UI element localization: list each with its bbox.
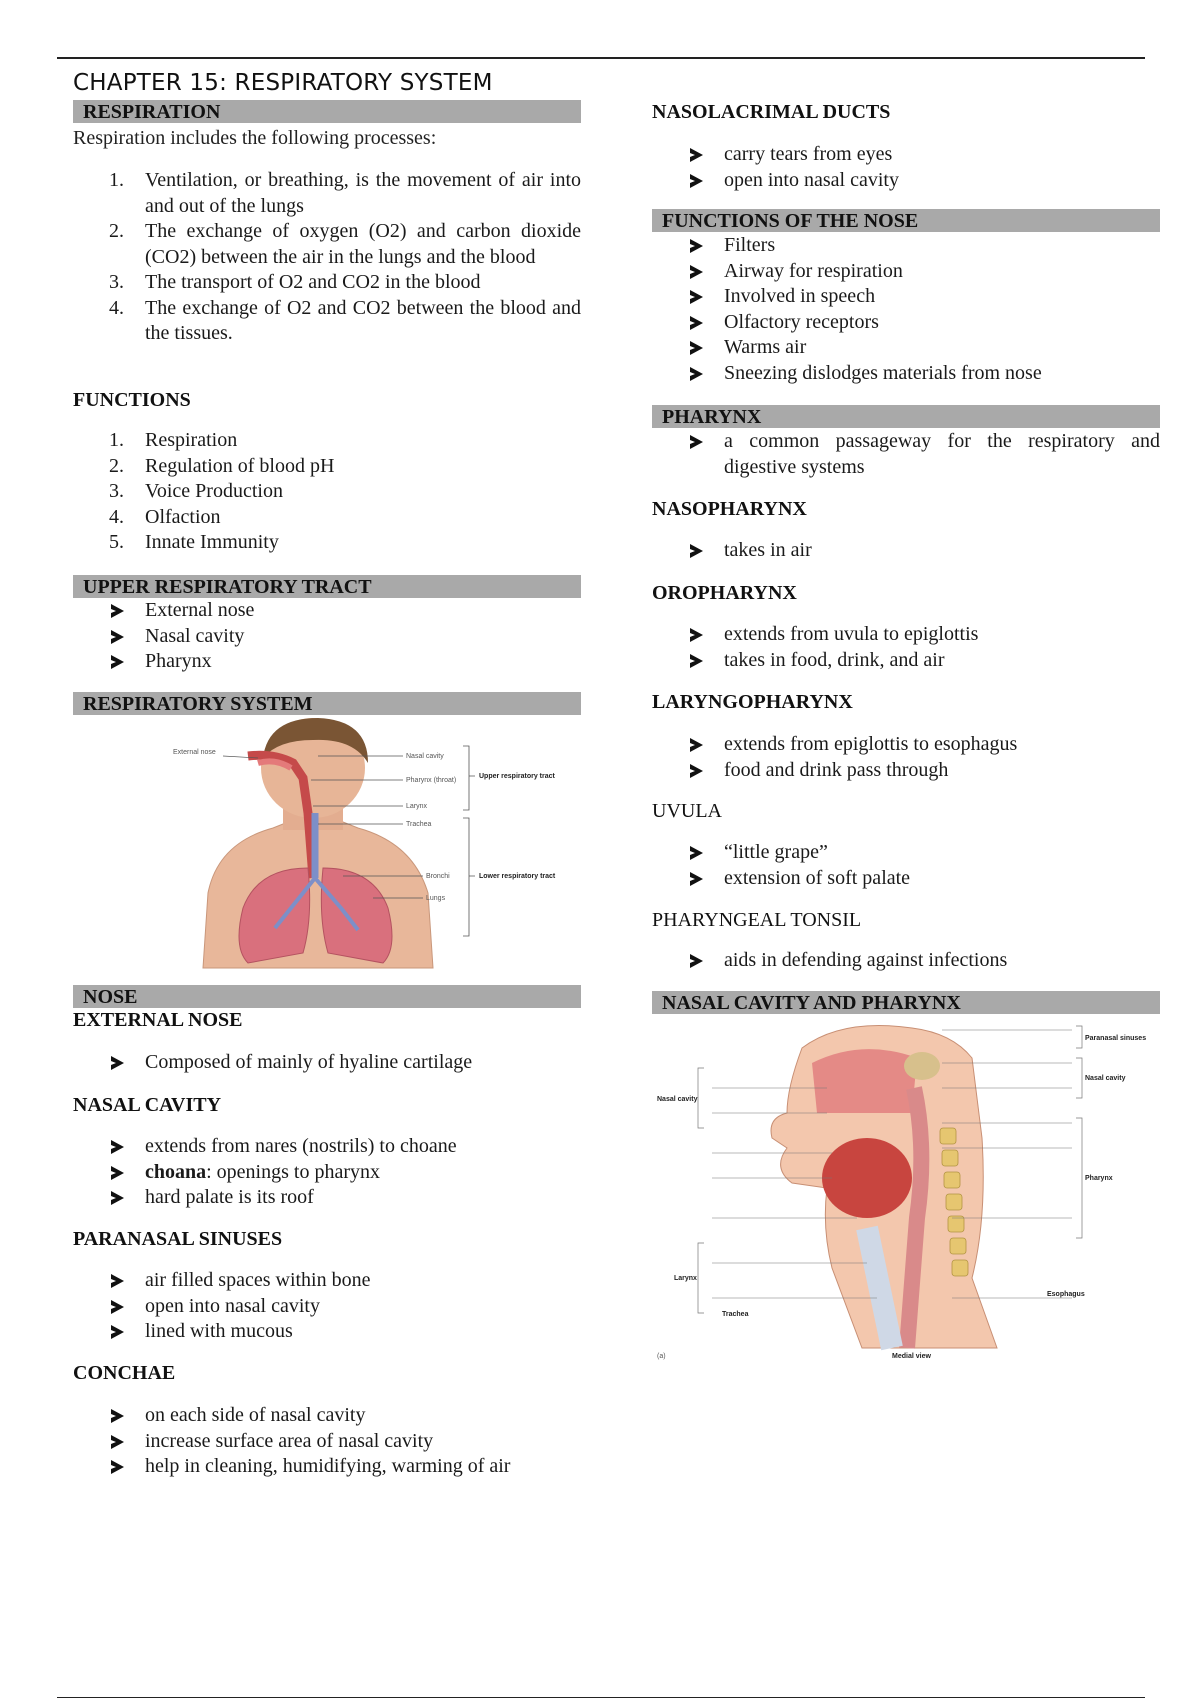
arrow-bullet-icon bbox=[690, 954, 703, 968]
label-trachea: Trachea bbox=[406, 821, 432, 828]
label-nasal-cavity-right: Nasal cavity bbox=[1085, 1075, 1126, 1082]
arrow-bullet-icon bbox=[111, 1140, 124, 1154]
list-item: Airway for respiration bbox=[652, 259, 1160, 285]
arrow-bullet-icon bbox=[111, 604, 124, 618]
list-item: Filters bbox=[652, 233, 1160, 259]
arrow-bullet-icon bbox=[111, 1435, 124, 1449]
list-item: External nose bbox=[73, 598, 581, 624]
arrow-bullet-icon bbox=[690, 367, 703, 381]
label-esophagus: Esophagus bbox=[1047, 1291, 1085, 1298]
label-trachea: Trachea bbox=[722, 1311, 749, 1318]
arrow-bullet-icon bbox=[111, 1325, 124, 1339]
respiration-intro: Respiration includes the following processes: bbox=[73, 127, 437, 149]
laryngopharynx-list bbox=[652, 732, 1160, 783]
conchae-list bbox=[73, 1403, 581, 1480]
arrow-bullet-icon bbox=[690, 654, 703, 668]
list-item: Nasal cavity bbox=[73, 624, 581, 650]
nasopharynx-list bbox=[652, 538, 1160, 564]
list-item: increase surface area of nasal cavity bbox=[73, 1429, 581, 1455]
respiration-list bbox=[73, 168, 581, 347]
label-larynx: Larynx bbox=[406, 803, 428, 810]
arrow-bullet-icon bbox=[111, 655, 124, 669]
external-nose-list bbox=[73, 1050, 581, 1076]
section-band-nose-functions: FUNCTIONS OF THE NOSE bbox=[652, 209, 1160, 232]
list-item: extends from epiglottis to esophagus bbox=[652, 732, 1160, 758]
label-paranasal-sinuses: Paranasal sinuses bbox=[1085, 1035, 1147, 1042]
arrow-bullet-icon bbox=[690, 174, 703, 188]
list-item: 2. Regulation of blood pH bbox=[109, 454, 335, 477]
label-medial-view: Medial view bbox=[892, 1353, 931, 1360]
list-item: Composed of mainly of hyaline cartilage bbox=[73, 1050, 581, 1076]
arrow-bullet-icon bbox=[690, 265, 703, 279]
arrow-bullet-icon bbox=[111, 1409, 124, 1423]
list-item: Pharynx bbox=[73, 649, 581, 675]
list-item: aids in defending against infections bbox=[652, 948, 1160, 974]
list-item: takes in food, drink, and air bbox=[652, 648, 1160, 674]
list-item: food and drink pass through bbox=[652, 758, 1160, 784]
list-item: hard palate is its roof bbox=[73, 1185, 581, 1211]
paranasal-heading: PARANASAL SINUSES bbox=[73, 1228, 283, 1250]
label-upper-tract: Upper respiratory tract bbox=[479, 773, 555, 780]
nasolacrimal-list bbox=[652, 142, 1160, 193]
arrow-bullet-icon bbox=[690, 316, 703, 330]
arrow-bullet-icon bbox=[690, 239, 703, 253]
section-band-nasal-cavity-pharynx: NASAL CAVITY AND PHARYNX bbox=[652, 991, 1160, 1014]
label-external-nose: External nose bbox=[173, 749, 216, 756]
arrow-bullet-icon bbox=[111, 1166, 124, 1180]
label-nasal-cavity-left: Nasal cavity bbox=[657, 1096, 698, 1103]
list-item: extends from nares (nostrils) to choane bbox=[73, 1134, 581, 1160]
list-item: help in cleaning, humidifying, warming of air bbox=[73, 1454, 581, 1480]
arrow-bullet-icon bbox=[690, 290, 703, 304]
pharynx-list bbox=[652, 429, 1160, 480]
arrow-bullet-icon bbox=[690, 846, 703, 860]
list-item: 1. Ventilation, or breathing, is the movement of air into and out of the lungs bbox=[109, 169, 581, 217]
list-item: air filled spaces within bone bbox=[73, 1268, 581, 1294]
arrow-bullet-icon bbox=[111, 1460, 124, 1474]
list-item: lined with mucous bbox=[73, 1319, 581, 1345]
arrow-bullet-icon bbox=[690, 738, 703, 752]
list-item: on each side of nasal cavity bbox=[73, 1403, 581, 1429]
list-item: extension of soft palate bbox=[652, 866, 1160, 892]
arrow-bullet-icon bbox=[690, 148, 703, 162]
arrow-bullet-icon bbox=[111, 1300, 124, 1314]
uvula-list bbox=[652, 840, 1160, 891]
section-band-respiration: RESPIRATION bbox=[73, 100, 581, 123]
oropharynx-heading: OROPHARYNX bbox=[652, 582, 797, 604]
label-figure-part: (a) bbox=[657, 1353, 666, 1360]
arrow-bullet-icon bbox=[111, 1056, 124, 1070]
nose-functions-list bbox=[652, 233, 1160, 386]
list-item: 3. Voice Production bbox=[109, 480, 283, 502]
laryngopharynx-heading: LARYNGOPHARYNX bbox=[652, 691, 853, 713]
label-bronchi: Bronchi bbox=[426, 873, 450, 880]
list-item: takes in air bbox=[652, 538, 1160, 564]
conchae-heading: CONCHAE bbox=[73, 1362, 176, 1384]
section-band-pharynx: PHARYNX bbox=[652, 405, 1160, 428]
functions-heading: FUNCTIONS bbox=[73, 389, 191, 411]
arrow-bullet-icon bbox=[690, 544, 703, 558]
list-item: choana: openings to pharynx bbox=[73, 1160, 581, 1186]
arrow-bullet-icon bbox=[111, 1274, 124, 1288]
nasal-cavity-list bbox=[73, 1134, 581, 1211]
list-item: “little grape” bbox=[652, 840, 1160, 866]
tonsil-list bbox=[652, 948, 1160, 974]
label-lungs: Lungs bbox=[426, 895, 446, 902]
list-item: carry tears from eyes bbox=[652, 142, 1160, 168]
chapter-title: CHAPTER 15: RESPIRATORY SYSTEM bbox=[73, 70, 493, 96]
arrow-bullet-icon bbox=[690, 764, 703, 778]
section-band-upper-tract: UPPER RESPIRATORY TRACT bbox=[73, 575, 581, 598]
list-item: Involved in speech bbox=[652, 284, 1160, 310]
label-pharynx: Pharynx (throat) bbox=[406, 777, 457, 784]
nasal-cavity-pharynx-figure bbox=[652, 1018, 1147, 1363]
list-item: Warms air bbox=[652, 335, 1160, 361]
nasolacrimal-heading: NASOLACRIMAL DUCTS bbox=[652, 101, 891, 123]
arrow-bullet-icon bbox=[690, 435, 703, 449]
section-band-respiratory-system: RESPIRATORY SYSTEM bbox=[73, 692, 581, 715]
nasopharynx-heading: NASOPHARYNX bbox=[652, 498, 807, 520]
list-item: 2. The exchange of oxygen (O2) and carbon dioxide (CO2) between the air in the lungs and the blood bbox=[109, 220, 581, 268]
uvula-heading: UVULA bbox=[652, 800, 722, 822]
list-item: 4. Olfaction bbox=[109, 505, 221, 528]
list-item: 1. Respiration bbox=[109, 429, 238, 451]
arrow-bullet-icon bbox=[111, 1191, 124, 1205]
list-item: 3. The transport of O2 and CO2 in the blood bbox=[109, 271, 481, 293]
bottom-rule bbox=[57, 1697, 1145, 1698]
label-nasal-cavity: Nasal cavity bbox=[406, 753, 444, 760]
label-larynx: Larynx bbox=[674, 1275, 697, 1282]
list-item: 4. The exchange of O2 and CO2 between the blood and the tissues. bbox=[109, 296, 581, 344]
list-item: a common passageway for the respiratory and digestive systems bbox=[652, 429, 1160, 480]
section-band-nose: NOSE bbox=[73, 985, 581, 1008]
arrow-bullet-icon bbox=[690, 341, 703, 355]
tonsil-heading: PHARYNGEAL TONSIL bbox=[652, 909, 862, 931]
list-item: open into nasal cavity bbox=[73, 1294, 581, 1320]
functions-list bbox=[73, 428, 581, 556]
list-item: 5. Innate Immunity bbox=[109, 531, 279, 553]
top-rule bbox=[57, 57, 1145, 59]
respiratory-system-figure bbox=[163, 718, 563, 968]
list-item: extends from uvula to epiglottis bbox=[652, 622, 1160, 648]
list-item: Olfactory receptors bbox=[652, 310, 1160, 336]
oropharynx-list bbox=[652, 622, 1160, 673]
arrow-bullet-icon bbox=[690, 628, 703, 642]
nasal-cavity-heading: NASAL CAVITY bbox=[73, 1094, 222, 1116]
paranasal-list bbox=[73, 1268, 581, 1345]
label-lower-tract: Lower respiratory tract bbox=[479, 873, 556, 880]
label-pharynx: Pharynx bbox=[1085, 1175, 1113, 1182]
list-item: open into nasal cavity bbox=[652, 168, 1160, 194]
arrow-bullet-icon bbox=[111, 630, 124, 644]
arrow-bullet-icon bbox=[690, 872, 703, 886]
list-item: Sneezing dislodges materials from nose bbox=[652, 361, 1160, 387]
external-nose-heading: EXTERNAL NOSE bbox=[73, 1009, 243, 1031]
upper-tract-list bbox=[73, 598, 581, 675]
